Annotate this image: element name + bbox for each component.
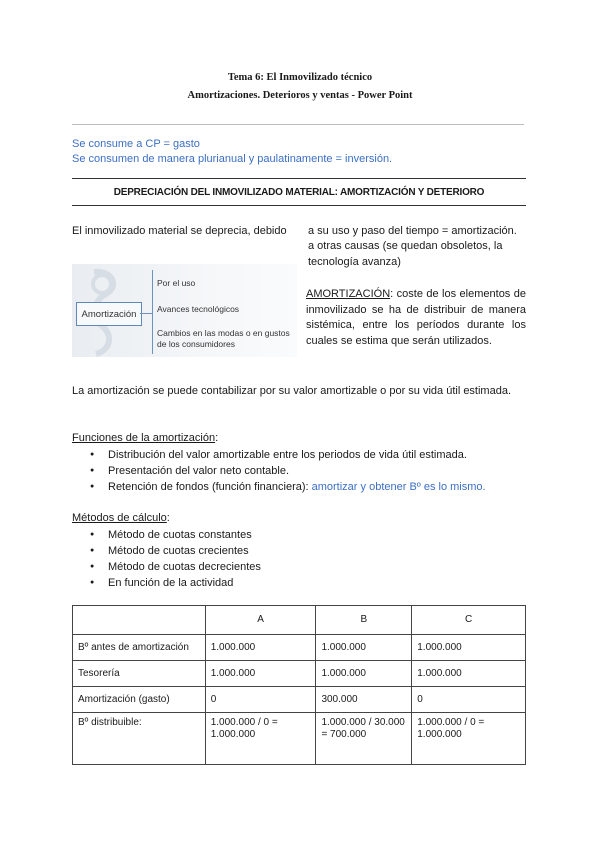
table-cell: 1.000.000 [316, 661, 412, 687]
table-cell: 1.000.000 [205, 661, 316, 687]
amortization-paragraph: La amortización se puede contabilizar por su valor amortizable o por su vida útil estimada. [72, 385, 512, 397]
document-title: Tema 6: El Inmovilizado técnico [227, 72, 373, 83]
list-item: ● Método de cuotas decrecientes [72, 559, 532, 575]
diagram-root-box: Amortización [76, 302, 142, 326]
section-heading: DEPRECIACIÓN DEL INMOVILIZADO MATERIAL: AMORTIZACIÓN Y DETERIORO [72, 178, 526, 206]
table-cell: Bº antes de amortización [73, 635, 206, 661]
table-cell: 1.000.000 [412, 661, 526, 687]
definition-term: AMORTIZACIÓN [306, 288, 391, 300]
table-header-cell: B [316, 606, 412, 635]
list-item-highlight: amortizar y obtener Bº es lo mismo. [311, 481, 486, 493]
list-item-text: Retención de fondos (función financiera): [108, 481, 312, 493]
definition-text: : coste de los elementos de inmovilizado se ha de distribuir de manera sistémica, entre los períodos durante los cuales se estima que serán utilizados. [306, 288, 526, 347]
table-cell: Amortización (gasto) [73, 687, 206, 713]
diagram-connector [140, 313, 152, 314]
list-item: ● Presentación del valor neto contable. [72, 463, 532, 479]
diagram-item-avances: Avances tecnológicos [157, 304, 240, 314]
table-header-cell: C [412, 606, 526, 635]
table-header-cell [73, 606, 206, 635]
table-cell: 300.000 [316, 687, 412, 713]
table-cell: 0 [412, 687, 526, 713]
list-item: ● Método de cuotas crecientes [72, 543, 532, 559]
table-cell: 1.000.000 [316, 635, 412, 661]
table-row [73, 635, 526, 661]
metodos-heading-colon: : [166, 512, 170, 524]
table-cell: 1.000.000 [205, 635, 316, 661]
funciones-heading-text: Funciones de la amortización [72, 432, 216, 444]
intro-line-2: Se consumen de manera plurianual y paulatinamente = inversión. [72, 153, 393, 165]
diagram-item-modas: Cambios en las modas o en gustos de los consumidores [157, 328, 290, 349]
list-item: ● Distribución del valor amortizable entre los periodos de vida útil estimada. [72, 447, 532, 463]
funciones-heading [72, 431, 218, 447]
amortization-table [72, 605, 526, 765]
diagram-bracket [152, 270, 153, 354]
metodos-list [72, 527, 532, 591]
table-cell: Bº distribuible: [73, 713, 206, 765]
table-cell: 1.000.000 / 30.000 = 700.000 [316, 713, 412, 765]
depreciation-cause-2: a otras causas (se quedan obsoletos, la tecnología avanza) [308, 240, 503, 268]
table-header-row [73, 606, 526, 635]
metodos-heading-text: Métodos de cálculo [72, 512, 167, 524]
diagram-item-uso: Por el uso [157, 278, 196, 288]
table-cell: 1.000.000 [412, 635, 526, 661]
funciones-list [72, 447, 532, 495]
table-cell: Tesorería [73, 661, 206, 687]
table-row [73, 713, 526, 765]
table-row [73, 687, 526, 713]
depreciation-intro-text: El inmovilizado material se deprecia, debido [72, 225, 287, 237]
list-item [72, 479, 532, 495]
metodos-heading [72, 511, 170, 527]
intro-line-1: Se consume a CP = gasto [72, 138, 200, 150]
list-item: ● Método de cuotas constantes [72, 527, 532, 543]
table-cell: 1.000.000 / 0 = 1.000.000 [412, 713, 526, 765]
table-row [73, 661, 526, 687]
document-subtitle: Amortizaciones. Deterioros y ventas - Power Point [187, 90, 413, 101]
table-cell: 0 [205, 687, 316, 713]
amortization-diagram [72, 264, 297, 357]
header-divider [72, 124, 524, 125]
table-cell: 1.000.000 / 0 = 1.000.000 [205, 713, 316, 765]
depreciation-cause-1: a su uso y paso del tiempo = amortización. [308, 225, 517, 237]
funciones-heading-colon: : [215, 432, 219, 444]
table-header-cell: A [205, 606, 316, 635]
list-item: ● En función de la actividad [72, 575, 532, 591]
amortization-definition [306, 287, 526, 349]
